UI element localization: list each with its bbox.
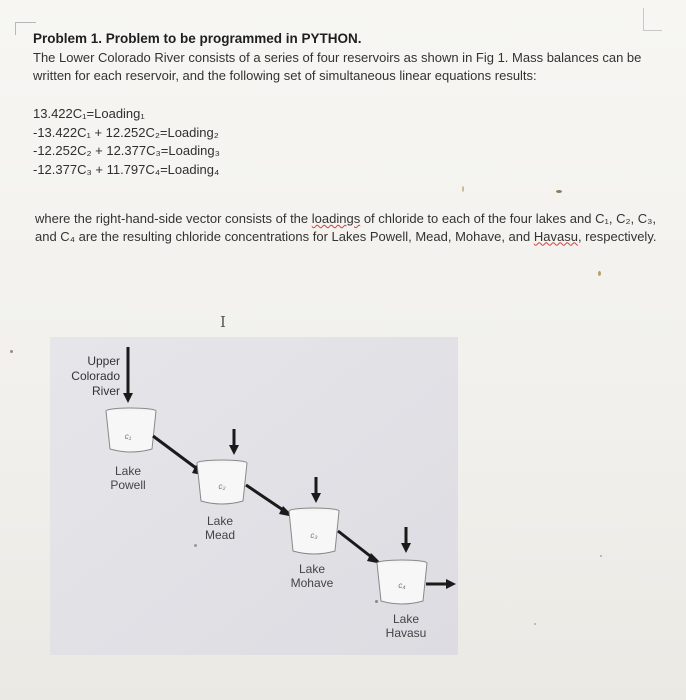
text-cursor-icon: I <box>220 313 226 331</box>
river-label-3: River <box>91 384 120 398</box>
lake-mohave-label-1: Lake <box>298 562 326 576</box>
equation-list <box>33 105 220 179</box>
paper-speck <box>598 271 601 276</box>
corner-l-mark <box>643 8 662 31</box>
lake-havasu-conc: c₄ <box>398 581 406 590</box>
paper-speck <box>462 186 464 192</box>
word-havasu: Havasu <box>533 228 578 244</box>
paper-speck <box>600 555 602 557</box>
paper-speck <box>375 600 378 603</box>
equation-4: -12.377C₃ + 11.797C₄=Loading₄ <box>33 161 220 177</box>
para-text-2: of chloride to each of the four lakes <box>360 211 567 226</box>
lake-mohave <box>289 508 339 590</box>
river-label-2: Colorado <box>71 369 120 383</box>
explanation-paragraph <box>35 210 665 245</box>
lake-powell-label-1: Lake <box>114 464 142 478</box>
paper-speck <box>194 544 197 547</box>
lake-powell-conc: c₁ <box>124 432 132 441</box>
lake-mohave-label-2: Mohave <box>290 576 334 590</box>
river-label-1: Upper <box>87 354 120 368</box>
word-loadings: loadings <box>311 211 361 226</box>
para-text-1: where the right-hand-side vector consists of the <box>35 211 312 226</box>
problem-intro: The Lower Colorado River consists of a series of four reservoirs as shown in Fig 1. Mass balances can be written for each reservoir, and the following set of simultaneous linear equations results: <box>33 50 642 83</box>
paper-speck <box>556 190 562 193</box>
problem-title: Problem 1. Problem to be programmed in PYTHON. <box>33 31 362 46</box>
lake-powell-label-2: Powell <box>110 478 146 492</box>
lake-mead-label-2: Mead <box>204 528 236 542</box>
equation-3: -12.252C₂ + 12.377C₃=Loading₃ <box>33 143 220 158</box>
lake-mead-conc: c₂ <box>218 482 226 491</box>
para-text-3: and C₁, C₂, C₃, and C₄ are the resulting chloride concentrations for Lakes Powell, Mead, Mohave, and <box>35 211 657 244</box>
lake-mead-label-1: Lake <box>206 514 234 528</box>
equation-2: -13.422C₁ + 12.252C₂=Loading₂ <box>33 124 219 140</box>
equation-1: 13.422C₁=Loading₁ <box>33 106 145 121</box>
para-text-4: , respectively. <box>577 228 657 244</box>
lake-havasu-label-2: Havasu <box>385 626 427 640</box>
paper-speck <box>534 623 536 625</box>
lake-havasu-label-1: Lake <box>392 612 420 626</box>
lake-mohave-conc: c₃ <box>310 531 318 540</box>
paper-speck <box>10 350 13 353</box>
reservoir-figure <box>50 337 458 655</box>
